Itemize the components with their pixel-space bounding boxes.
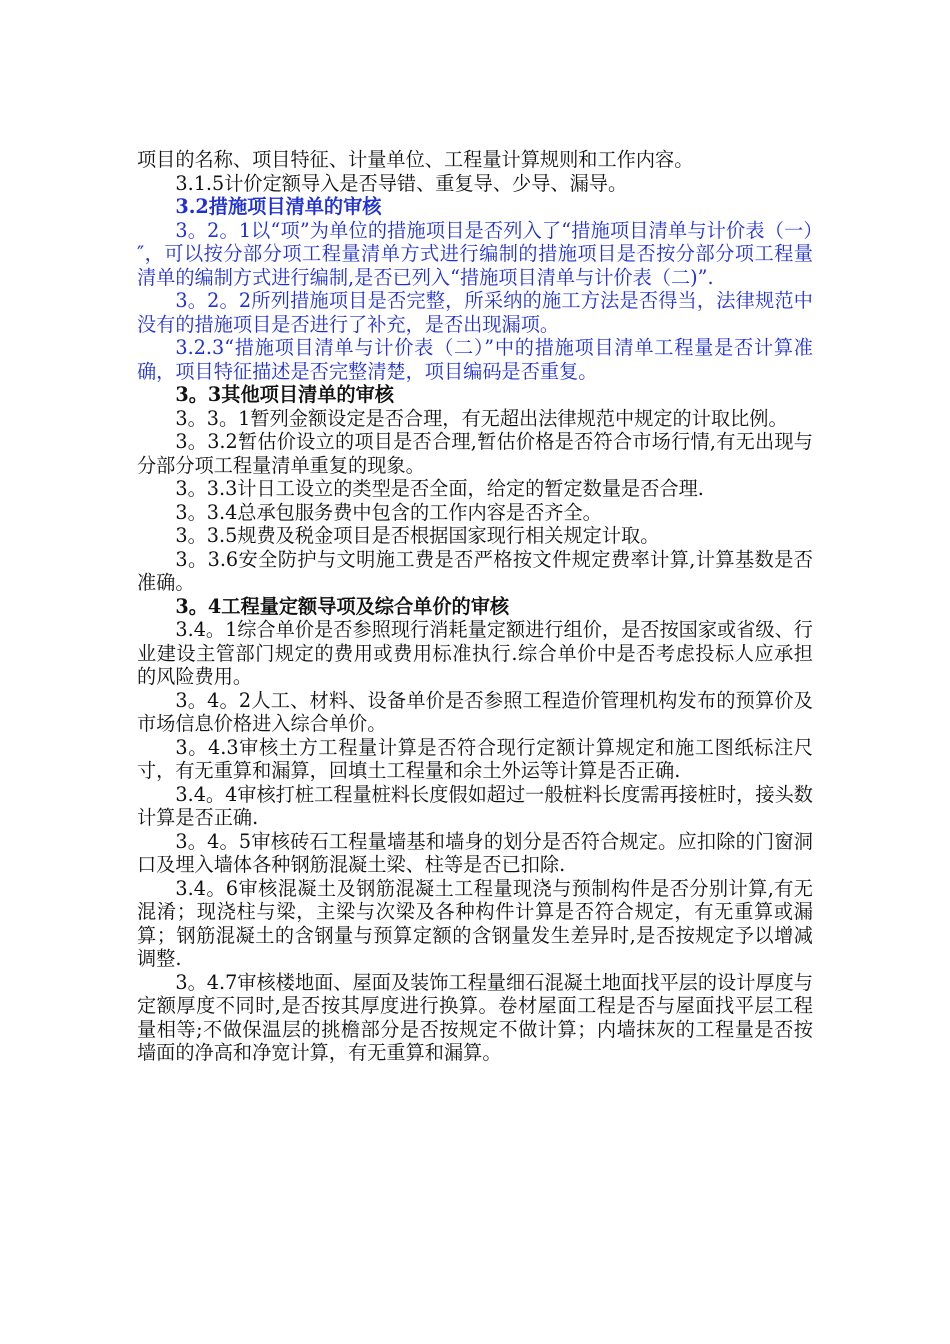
paragraph-3-3-1: 3。3。1暂列金额设定是否合理，有无超出法律规范中规定的计取比例。 (175, 406, 788, 430)
paragraph-3-3-6: 3。3.6安全防护与文明施工费是否严格按文件规定费率计算,计算基数是否准确。 (137, 547, 813, 594)
paragraph-3-1-5: 3.1.5计价定额导入是否导错、重复导、少导、漏导。 (175, 171, 628, 195)
paragraph-3-4-2: 3。4。2人工、材料、设备单价是否参照工程造价管理机构发布的预算价及市场信息价格进入综合单价。 (137, 688, 813, 735)
paragraph-3-3-2: 3。3.2暂估价设立的项目是否合理,暂估价格是否符合市场行情,有无出现与分部分项工程量清单重复的现象。 (137, 430, 813, 477)
paragraph-3-2-1: 3。2。1以“项”为单位的措施项目是否列入了“措施项目清单与计价表（一）″，可以按分部分项工程量清单方式进行编制的措施项目是否按分部分项工程量清单的编制方式进行编制,是否已列入“措施项目清单与计价表（二)”. (137, 218, 813, 289)
paragraph-3-2-3: 3.2.3“措施项目清单与计价表（二）”中的措施项目清单工程量是否计算准确，项目特征描述是否完整清楚，项目编码是否重复。 (137, 336, 813, 383)
document-body (137, 148, 813, 1065)
paragraph-3-2-2: 3。2。2所列措施项目是否完整，所采纳的施工方法是否得当，法律规范中没有的措施项目是否进行了补充，是否出现漏项。 (137, 289, 813, 336)
paragraph-continuation: 项目的名称、项目特征、计量单位、工程量计算规则和工作内容。 (137, 148, 694, 171)
paragraph-3-4-6: 3.4。6审核混凝土及钢筋混凝土工程量现浇与预制构件是否分别计算,有无混淆；现浇柱与梁，主梁与次梁及各种构件计算是否符合规定，有无重算或漏算；钢筋混凝土的含钢量与预算定额的含钢量发生差异时,是否按规定予以增减调整. (137, 876, 813, 970)
paragraph-3-3-4: 3。3.4总承包服务费中包含的工作内容是否齐全。 (175, 500, 602, 524)
paragraph-3-3-3: 3。3.3计日工设立的类型是否全面，给定的暂定数量是否合理. (175, 477, 704, 500)
paragraph-3-4-1: 3.4。1综合单价是否参照现行消耗量定额进行组价，是否按国家或省级、行业建设主管部门规定的费用或费用标准执行.综合单价中是否考虑投标人应承担的风险费用。 (137, 618, 813, 688)
paragraph-3-4-4: 3.4。4审核打桩工程量桩料长度假如超过一般桩料长度需再接桩时，接头数计算是否正确. (137, 782, 813, 829)
paragraph-3-4-3: 3。4.3审核土方工程量计算是否符合现行定额计算规定和施工图纸标注尺寸，有无重算和漏算，回填土工程量和余土外运等计算是否正确. (137, 735, 813, 782)
section-heading-3-2: 3.2措施项目清单的审核 (175, 195, 382, 218)
paragraph-3-3-5: 3。3.5规费及税金项目是否根据国家现行相关规定计取。 (175, 524, 660, 547)
section-heading-3-4: 3。4工程量定额导项及综合单价的审核 (175, 594, 510, 618)
paragraph-3-4-5: 3。4。5审核砖石工程量墙基和墙身的划分是否符合规定。应扣除的门窗洞口及埋入墙体各种钢筋混凝土梁、柱等是否已扣除. (137, 829, 813, 876)
paragraph-3-4-7: 3。4.7审核楼地面、屋面及装饰工程量细石混凝土地面找平层的设计厚度与定额厚度不同时,是否按其厚度进行换算。卷材屋面工程是否与屋面找平层工程量相等;不做保温层的挑檐部分是否按规定不做计算；内墙抹灰的工程量是否按墙面的净高和净宽计算，有无重算和漏算。 (137, 970, 813, 1064)
section-heading-3-3: 3。3其他项目清单的审核 (175, 383, 394, 406)
